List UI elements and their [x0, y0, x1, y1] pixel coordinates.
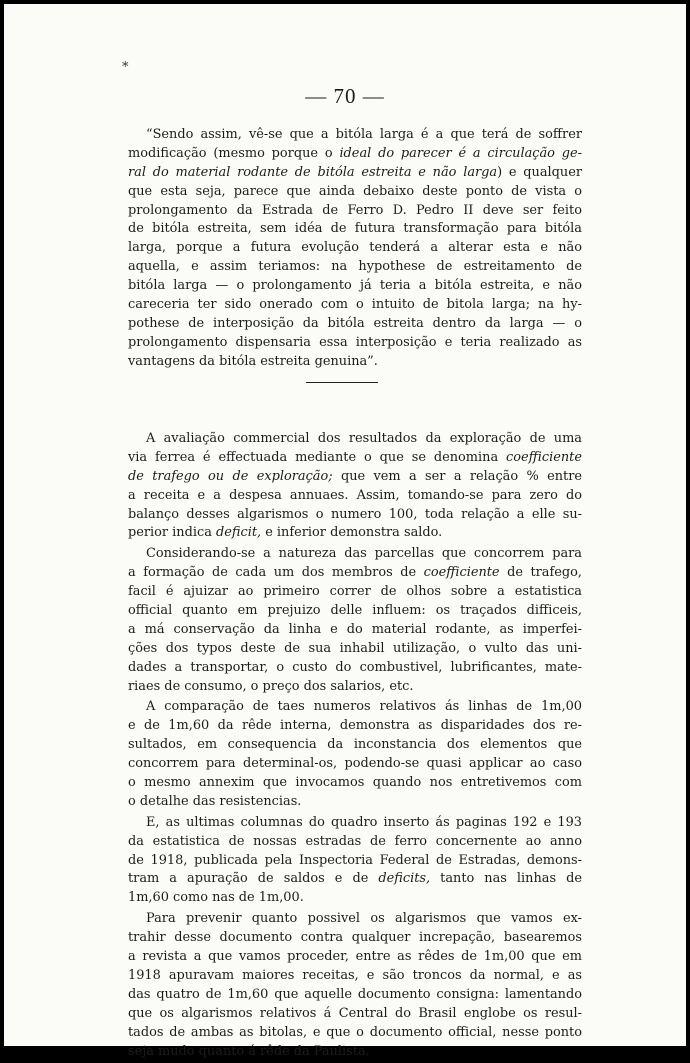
text-line: tados de ambas as bitolas, e que o documento official, nesse ponto	[128, 1024, 582, 1040]
text-line: official quanto em prejuizo delle influem: os traçados difficeis,	[128, 603, 582, 619]
text-line: de trafego ou de exploração; que vem a ser a relação % entre	[128, 468, 583, 484]
text-line: sultados, em consequencia da inconstancia dos elementos que	[128, 737, 582, 753]
document-page	[4, 4, 686, 1059]
text-line: aquella, e assim teriamos: na hypothese de estreitamento de	[128, 259, 582, 275]
printer-mark: *	[122, 60, 129, 75]
text-line: Para prevenir quanto possivel os algarismos que vamos ex-	[146, 911, 582, 927]
text-line: modificação (mesmo porque o ideal do parecer é a circulação ge-	[128, 145, 582, 161]
section-divider	[306, 382, 378, 383]
text-line: balanço desses algarismos o numero 100, toda relação a elle su-	[128, 506, 582, 522]
text-line: concorrem para determinal-os, podendo-se quasi applicar ao caso	[128, 756, 582, 772]
body-text	[128, 430, 582, 1063]
page-number: — 70 —	[305, 84, 385, 108]
text-line: careceria ter sido onerado com o intuito de bitola larga; na hy-	[128, 297, 582, 313]
text-line: das quatro de 1m,60 que aquelle documento consigna: lamentando	[128, 986, 582, 1002]
text-line: facil é ajuizar ao primeiro correr de olhos sobre a estatistica	[128, 584, 582, 600]
text-line: via ferrea é effectuada mediante o que se denomina coefficiente	[128, 449, 582, 465]
text-line: prolongamento dispensaria essa interposição e teria realizado as	[128, 334, 582, 350]
text-line: ções dos typos deste de sua inhabil utilização, o vulto das uni-	[128, 640, 582, 656]
text-line: vantagens da bitóla estreita genuina”.	[128, 353, 378, 369]
text-line: seja mudo quanto á rêde da Paulista.	[128, 1043, 370, 1059]
text-line: o mesmo annexim que invocamos quando nos entretivemos com	[128, 775, 582, 791]
text-line: dades a transportar, o custo do combustivel, lubrificantes, mate-	[128, 659, 582, 675]
text-line: 1918 apuravam maiores receitas, e são troncos da normal, e as	[128, 967, 582, 983]
text-line: e de 1m,60 da rêde interna, demonstra as disparidades dos re-	[128, 718, 582, 734]
text-line: de 1918, publicada pela Inspectoria Federal de Estradas, demons-	[128, 852, 582, 868]
quoted-paragraph	[128, 126, 582, 372]
paragraph	[128, 814, 582, 908]
text-line: A avaliação commercial dos resultados da exploração de uma	[146, 431, 582, 446]
paragraph	[128, 545, 582, 696]
text-line: Considerando-se a natureza das parcellas que concorrem para	[146, 546, 582, 562]
text-line: pothese de interposição da bitóla estreita dentro da larga — o	[128, 315, 582, 331]
text-line: a receita e a despesa annuaes. Assim, tomando-se para zero do	[128, 487, 582, 503]
text-line: que esta seja, parece que ainda debaixo deste ponto de vista o	[128, 183, 582, 199]
text-line: a má conservação da linha e do material rodante, as imperfei-	[128, 621, 582, 637]
text-line: ral do material rodante de bitóla estreita e não larga) e qualquer	[128, 164, 582, 180]
text-line: A comparação de taes numeros relativos ás linhas de 1m,00	[146, 699, 582, 715]
text-line: a revista a que vamos proceder, entre as rêdes de 1m,00 que em	[128, 949, 582, 965]
text-line: da estatistica de nossas estradas de ferro concernente ao anno	[128, 833, 582, 849]
text-line: que os algarismos relativos á Central do Brasil englobe os resul-	[128, 1005, 582, 1021]
text-line: perior indica deficit, e inferior demonstra saldo.	[128, 525, 443, 541]
text-line: trahir desse documento contra qualquer increpação, basearemos	[128, 930, 582, 946]
text-line: E, as ultimas columnas do quadro inserto ás paginas 192 e 193	[146, 814, 582, 830]
text-line: 1m,60 como nas de 1m,00.	[128, 890, 304, 906]
text-line: riaes de consumo, o preço dos salarios, etc.	[128, 678, 414, 694]
paragraph	[128, 910, 582, 1061]
text-line: tram a apuração de saldos e de deficits, tanto nas linhas de	[128, 871, 582, 887]
paragraph	[128, 698, 582, 811]
text-line: “Sendo assim, vê-se que a bitóla larga é a que terá de soffrer	[146, 127, 582, 142]
paragraph	[128, 430, 582, 543]
text-line: o detalhe das resistencias.	[128, 793, 302, 809]
text-line: a formação de cada um dos membros de coefficiente de trafego,	[128, 565, 582, 581]
text-line: de bitóla estreita, sem idéa de futura transformação para bitóla	[128, 221, 582, 237]
text-line: larga, porque a futura evolução tenderá a alterar esta e não	[128, 240, 582, 256]
text-line: prolongamento da Estrada de Ferro D. Pedro II deve ser feito	[128, 202, 582, 218]
text-line: bitóla larga — o prolongamento já teria a bitóla estreita, e não	[128, 278, 582, 294]
